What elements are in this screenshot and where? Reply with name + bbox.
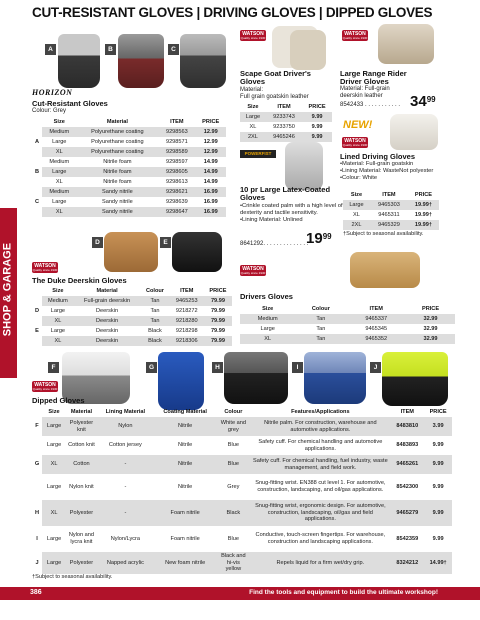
glove-image-i	[304, 352, 366, 404]
latex-title: 10 pr Large Latex-Coated Gloves	[240, 185, 331, 202]
label-f: F	[48, 362, 59, 373]
glove-image-drivers	[350, 252, 420, 288]
rider-item: 8542433 . . . . . . . . . . .	[340, 102, 401, 108]
label-b: B	[105, 44, 116, 55]
rider-title: Large Range Rider Driver Gloves	[340, 69, 407, 86]
goat-material-label: Material:	[240, 87, 264, 93]
table-row: B Large Nitrile foam 9298605 14.99	[32, 167, 226, 177]
drivers-table: Size Colour ITEM PRICE Medium Tan 9465337 32.99 Large Tan 9465345 32.99 XL Tan 9465352 32.99	[240, 304, 455, 344]
table-row: Medium Tan 9465337 32.99	[240, 314, 455, 324]
table-row: Medium Sandy nitrile 9298621 16.99	[32, 187, 226, 197]
section-sidebar	[0, 208, 17, 378]
table-row: 2XL 9465329 19.99†	[343, 220, 439, 230]
bullet: •Lining Material: Unlined	[240, 217, 303, 223]
table-row: XL Tan 9465352 32.99	[240, 334, 455, 344]
table-row: Large 9465303 19.99†	[343, 200, 439, 210]
label-i: I	[292, 362, 303, 373]
cut-title: Cut-Resistant Gloves	[32, 99, 108, 108]
page-number: 386	[30, 589, 42, 596]
label-j: J	[370, 362, 381, 373]
footer-tagline: Find the tools and equipment to build the ultimate workshop!	[249, 589, 438, 596]
sidebar-label: SHOP & GARAGE	[1, 242, 14, 337]
table-row: XL 9233750 9.99	[249, 123, 323, 130]
deer-title: The Duke Deerskin Gloves	[32, 276, 127, 285]
label-g: G	[146, 362, 157, 373]
table-row: Large Tan 9465345 32.99	[260, 325, 438, 332]
dipped-title: Dipped Gloves	[32, 396, 85, 405]
glove-image-goat-2	[290, 30, 326, 70]
horizon-logo: HORIZON	[32, 88, 73, 97]
table-row: J Large Polyester Napped acrylic New foam nitrile Black and hi-vis yellow Repels liquid for a firm wet/dry grip. 8324212 14.99†	[32, 552, 452, 574]
table-row: 2XL 9465246 9.99	[240, 132, 332, 142]
goat-table: Size ITEM PRICE Large 9233743 9.99 XL 9233750 9.99 2XL 9465246 9.99	[240, 102, 332, 142]
watson-logo: WATSON Quality since 1930	[240, 31, 266, 40]
glove-image-latex	[285, 142, 323, 190]
glove-image-b	[118, 34, 164, 88]
col-price: PRICE	[202, 118, 220, 125]
glove-image-rider	[378, 24, 434, 64]
table-row: D Large Deerskin Tan 9218272 79.99	[32, 306, 232, 316]
goat-title: Scape Goat Driver's Gloves	[240, 69, 311, 86]
new-badge: NEW!	[343, 119, 373, 131]
table-row: F Large Polyester knit Nylon Nitrile White and grey Nitrile palm. For construction, warehouse and automotive applications. 8483810 3.99	[32, 417, 452, 436]
watson-logo: WATSON Quality since 1930	[32, 382, 58, 391]
glove-image-a	[58, 34, 100, 88]
watson-logo: WATSON Quality since 1930	[240, 266, 266, 275]
lined-table: Size ITEM PRICE Large 9465303 19.99† XL 9465311 19.99† 2XL 9465329 19.99†	[343, 190, 439, 230]
dipped-table: Size Material Lining Material Coating Material Colour Features/Applications ITEM PRICE F Large Polyester knit Nylon Nitrile White and grey Nitrile palm. For construction, warehouse and automotive applications. 8483810 3.99 Large Cotton knit Cotton jersey Nitrile Blue Safety cuff. For chemical handling and automotive applications. 8483893 9.99 G XL Cotton - Nitrile Blue Safety cuff. For chemical handling, fuel industry, waste management, and field work. 9465261 9.99 Large Nylon knit - Nitrile Grey Snug-fitting wrist. EN388 cut level 1. For automotive, construction, landscaping, and oil/gas applications. 8542300 9.99 H XL Polyester - Foam nitrile Black Snug-fitting wrist, ergonomic design. For automotive, construction, landscaping, oil/gas and field applications. 9465279 9.99 I Large Nylon and lycra knit Nylon/Lycra Foam nitrile Blue Conductive, touch-screen fingertips. For warehouse, construction and landscaping applications. 8542359 9.99 J Large Polyester Napped acrylic New foam nitrile Black and hi-vis yellow Repels liquid for a firm wet/dry grip. 8324212 14.99†	[32, 407, 452, 574]
glove-image-c	[180, 34, 226, 88]
rider-material: Material: Full-grain deerskin leather	[340, 86, 390, 99]
table-row: Medium Polyurethane coating 9298563 12.99	[32, 127, 226, 137]
rider-price: $34^{99}$	[410, 93, 436, 110]
table-row: XL Nitrile foam 9298613 14.99	[32, 177, 226, 187]
table-row: C Large Sandy nitrile 9298639 16.99	[32, 197, 226, 207]
label-h: H	[212, 362, 223, 373]
table-row: Large Nylon knit - Nitrile Grey Snug-fitting wrist. EN388 cut level 1. For automotive, construction, landscaping, and oil/gas applications. 8542300 9.99	[32, 474, 452, 500]
col-size: Size	[53, 118, 65, 125]
footer-bar	[0, 587, 480, 600]
glove-image-e	[172, 232, 222, 272]
table-row: Large Cotton knit Cotton jersey Nitrile Blue Safety cuff. For chemical handling and automotive applications. 8483893 9.99	[32, 436, 452, 455]
table-row: XL 9465311 19.99†	[353, 211, 432, 218]
watson-logo: WATSON Quality since 1930	[342, 31, 368, 40]
label-e: E	[160, 237, 171, 248]
table-row: XL Deerskin Tan 9218280 79.99	[32, 316, 232, 326]
bullet: •Crinkle coated palm with a high level of dexterity and tactile sensitivity.	[240, 203, 343, 216]
label-d: D	[92, 237, 103, 248]
latex-item: 8641292. . . . . . . . . . . . . .	[240, 241, 309, 247]
table-row: XL Sandy nitrile 9298647 16.99	[32, 207, 226, 217]
table-row: I Large Nylon and lycra knit Nylon/Lycra Foam nitrile Blue Conductive, touch-screen fingertips. For warehouse, construction and landscaping applications. 8542359 9.99	[32, 526, 452, 552]
label-c: C	[168, 44, 179, 55]
dipped-note: †Subject to seasonal availability.	[32, 574, 113, 580]
cut-colour: Colour: Grey	[32, 108, 67, 114]
lined-title: Lined Driving Gloves	[340, 152, 416, 161]
powerfist-logo: POWERFIST	[240, 150, 276, 158]
watson-logo: WATSON Quality since 1930	[342, 138, 368, 147]
col-material: Material	[106, 118, 128, 125]
deer-table: Size Material Colour ITEM PRICE Medium Full-grain deerskin Tan 9465253 79.99 D Large Deerskin Tan 9218272 79.99 XL Deerskin Tan 9218280 79.99 E Large Deerskin Black 9218298 79.99 XL Deerskin Black 9218306 79.99	[32, 286, 232, 346]
table-row: XL Deerskin Black 9218306 79.99	[32, 336, 232, 346]
lined-bullets: •Material: Full-grain goatskin •Lining Material: WasteNot polyester •Colour: White	[340, 161, 434, 181]
glove-image-lined	[390, 114, 438, 150]
latex-price: $19^{99}$	[306, 230, 332, 247]
cut-table	[32, 117, 226, 217]
glove-image-h	[224, 352, 288, 404]
goat-material-value: Full grain goatskin leather	[240, 94, 309, 100]
table-row: Large 9233743 9.99	[240, 112, 332, 122]
latex-bullets	[240, 203, 345, 224]
col-item: ITEM	[170, 118, 184, 125]
glove-image-d	[104, 232, 158, 272]
lined-note: †Subject to seasonal availability.	[343, 231, 424, 237]
page-title: CUT-RESISTANT GLOVES | DRIVING GLOVES | DIPPED GLOVES	[32, 5, 433, 20]
table-row: XL Polyurethane coating 9298589 12.99	[32, 147, 226, 157]
table-row: H XL Polyester - Foam nitrile Black Snug-fitting wrist, ergonomic design. For automotive, construction, landscaping, oil/gas and field applications. 9465279 9.99	[32, 500, 452, 526]
label-a: A	[45, 44, 56, 55]
drivers-title: Drivers Gloves	[240, 292, 293, 301]
table-row: E Large Deerskin Black 9218298 79.99	[32, 326, 232, 336]
table-row: A Large Polyurethane coating 9298571 12.99	[32, 137, 226, 147]
table-row: G XL Cotton - Nitrile Blue Safety cuff. For chemical handling, fuel industry, waste management, and field work. 9465261 9.99	[32, 455, 452, 474]
watson-logo: WATSON Quality since 1930	[32, 263, 58, 272]
glove-image-j	[382, 352, 448, 406]
table-row: Medium Nitrile foam 9298597 14.99	[32, 157, 226, 167]
table-row: Medium Full-grain deerskin Tan 9465253 79.99	[32, 296, 232, 306]
glove-image-g	[158, 352, 204, 410]
